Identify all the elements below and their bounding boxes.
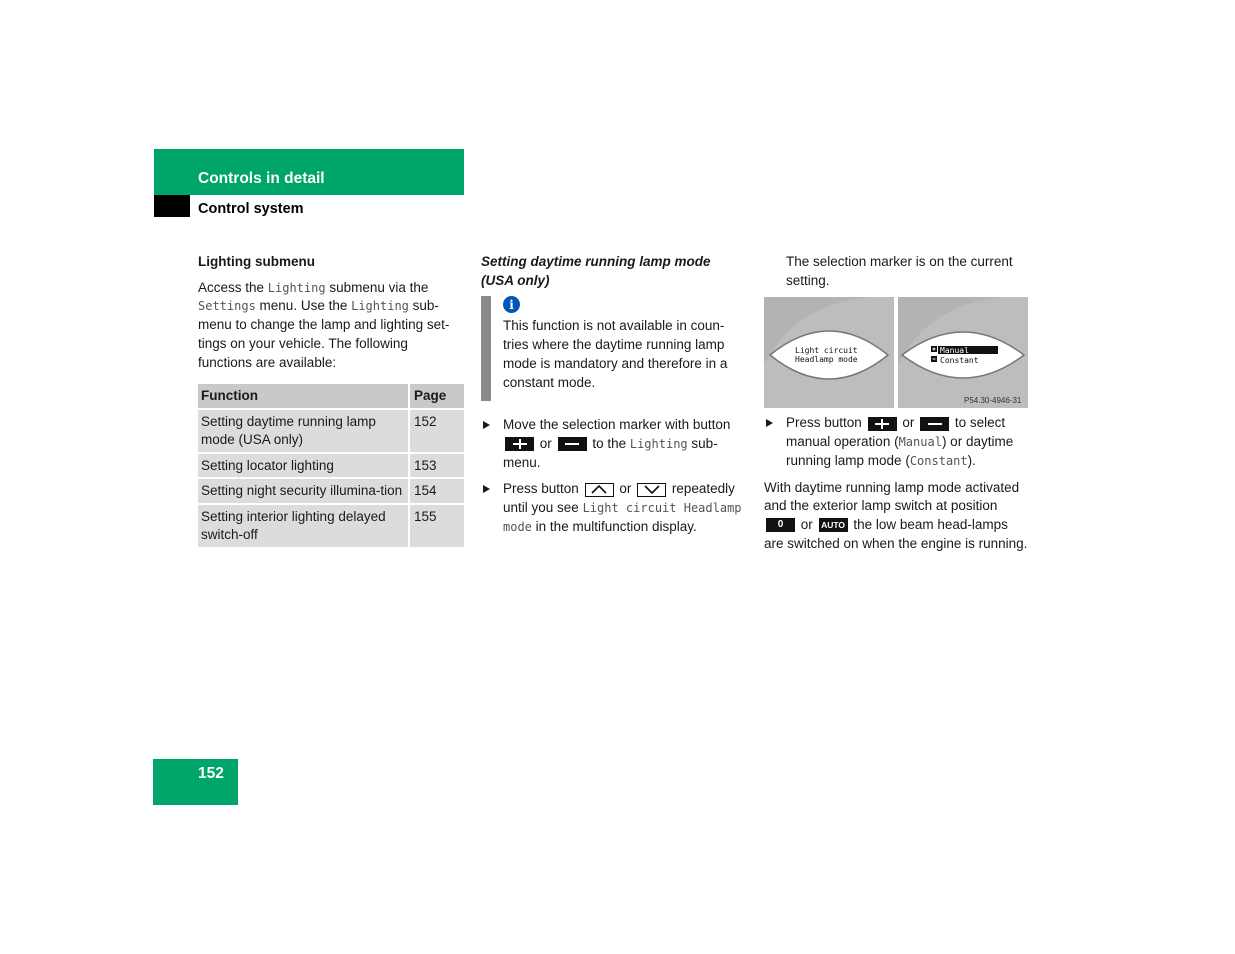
display-term: Manual [898,435,942,450]
table-header-row [198,384,464,408]
step-text: repeatedly until you see [503,481,735,516]
daytime-lamp-heading: Setting daytime running lamp mode (USA only) [481,254,711,288]
table-cell-page: 154 [408,479,464,503]
plus-button-icon [868,417,897,431]
down-button-icon [637,483,666,497]
step-text: Press button [503,481,579,497]
step-text: sub-menu. [503,435,718,470]
table-row [198,454,464,478]
display-image-light-circuit [764,297,894,408]
bullet-triangle-icon [483,421,490,429]
step-text: or [539,435,552,451]
display-term: Light circuit Headlamp mode [503,501,742,534]
paragraph-text: the low beam head-lamps are switched on when the engine is running. [764,516,1028,551]
info-note [481,296,745,392]
table-header-function: Function [198,384,408,408]
note-text: This function is not available in coun-tries where the daytime running lamp mode is mandatory and therefore in a constant mode. [503,318,728,390]
table-row [198,505,464,547]
table-row [198,479,464,503]
column-selection [764,253,1030,553]
step-text: to select manual operation ( [786,415,1006,450]
image-code: P54.30-4946-31 [964,396,1022,406]
display-option-manual: Manual [940,345,969,355]
column-daytime-lamp-mode [481,253,745,544]
intro-text: Access the [198,279,268,295]
display-image-manual-constant [898,297,1028,408]
step-move-marker [481,416,745,472]
table-cell-page: 153 [408,454,464,478]
up-button-icon [585,483,614,497]
page-number: 152 [198,765,224,782]
step-text: to the [592,435,627,451]
step-press-button [481,480,745,536]
section-title: Controls in detail [198,170,325,187]
subsection-title: Control system [198,201,304,217]
step-text: Move the selection marker with button [503,417,731,433]
lighting-submenu-heading: Lighting submenu [198,254,315,269]
bullet-triangle-icon [766,419,773,427]
switch-position-0-icon: 0 [766,518,795,532]
plus-button-icon [505,437,534,451]
selection-marker-text: The selection marker is on the current setting. [786,254,1013,288]
lighting-intro-paragraph [198,279,464,373]
column-lighting-submenu [198,253,464,549]
display-illustration [764,297,1029,408]
intro-menu-term: Lighting [267,280,326,295]
step-select-mode [764,414,1030,470]
note-bar [481,296,491,401]
paragraph-text: or [800,516,813,532]
intro-text: sub-menu to change the lamp and lighting set-tings on your vehicle. The following functions are available: [198,298,450,370]
intro-text: menu. Use the [255,298,352,314]
table-header-page: Page [408,384,464,408]
display-option-constant: Constant [940,355,979,365]
intro-menu-term: Lighting [351,299,409,314]
minus-button-icon [920,417,949,431]
step-text: ) or daytime running lamp mode ( [786,434,1014,468]
low-beam-paragraph [764,479,1030,554]
table-cell-page: 152 [408,410,464,452]
minus-button-icon [558,437,587,451]
table-cell-function: Setting interior lighting delayed switch-off [198,505,408,547]
subsection-marker [154,195,190,217]
display-text-light-circuit: Light circuit Headlamp mode [795,346,858,365]
step-text: ). [967,452,976,468]
switch-position-auto-icon: AUTO [819,518,848,532]
table-cell-function: Setting locator lighting [198,454,408,478]
step-text: or [619,481,632,497]
paragraph-text: With daytime running lamp mode activated and the exterior lamp switch at position [764,479,1020,514]
table-cell-page: 155 [408,505,464,547]
page-number-box [153,759,238,805]
bullet-triangle-icon [483,485,490,493]
intro-text: submenu via the [325,279,429,295]
step-text: or [902,415,915,431]
step-text: in the multifunction display. [535,518,697,534]
display-term: Lighting [629,436,688,451]
info-icon: i [503,296,520,313]
functions-table [198,382,464,549]
table-cell-function: Setting daytime running lamp mode (USA only) [198,410,408,452]
table-cell-function: Setting night security illumina-tion [198,479,408,503]
table-row [198,410,464,452]
intro-menu-term: Settings [198,299,256,314]
step-text: Press button [786,415,862,431]
display-term: Constant [909,453,968,468]
